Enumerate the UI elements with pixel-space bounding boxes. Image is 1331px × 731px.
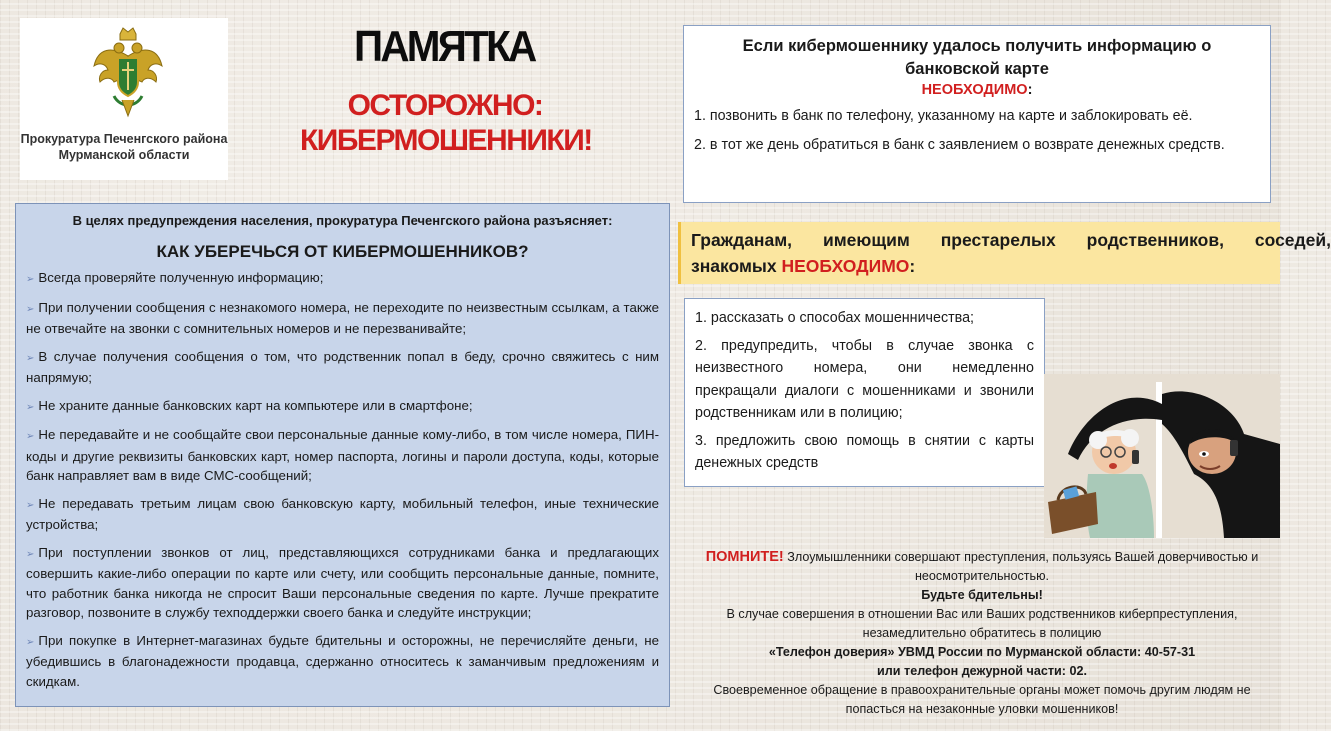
- list-item: ➢ Всегда проверяйте полученную информацию;: [26, 270, 324, 285]
- list-item: ➢ При получении сообщения с незнакомого номера, не переходите по неизвестным ссылкам, а также не отвечайте на звонки с сомнительных номеров и не перезванивайте;: [26, 299, 659, 336]
- card-info-required: НЕОБХОДИМО:: [921, 82, 1033, 98]
- org-name-line1: Прокуратура Печенгского района: [20, 132, 228, 146]
- bullet-arrow-icon: ➢: [26, 352, 35, 364]
- reminder-vigilant: Будьте бдительны!: [921, 588, 1043, 602]
- list-item: ➢ Не передавать третьим лицам свою банковскую карту, мобильный телефон, иные технические устройства;: [26, 495, 659, 532]
- bullet-arrow-icon: ➢: [26, 548, 35, 560]
- elder-steps-box: [684, 298, 1045, 487]
- elder-step2: 2. предупредить, чтобы в случае звонка с неизвестного номера, они немедленно прекращали диалоги с мошенниками и звонили родственникам или в полицию;: [695, 337, 1034, 421]
- list-item: ➢ Не передавайте и не сообщайте свои персональные данные кому-либо, в том числе номера, ПИН-коды и другие реквизиты банковских карт, номер паспорта, логины и пароли доступа, коды, которые банк направляет вам в виде СМС-сообщений;: [26, 427, 659, 483]
- logo-block: [20, 18, 228, 180]
- reminder-intro: ПОМНИТЕ! Злоумышленники совершают преступления, пользуясь Вашей доверчивостью и неосмотрительностью.: [705, 549, 1259, 583]
- org-name-line2: Мурманской области: [58, 148, 190, 162]
- reminder-hotline: «Телефон доверия» УВМД России по Мурманской области: 40-57-31: [768, 645, 1196, 659]
- card-info-title: Если кибермошеннику удалось получить информацию о банковской карте: [742, 37, 1212, 78]
- bullet-arrow-icon: ➢: [26, 303, 35, 315]
- card-info-step1: 1. позвонить в банк по телефону, указанному на карте и заблокировать её.: [694, 108, 1193, 124]
- card-info-step2: 2. в тот же день обратиться в банк с заявлением о возврате денежных средств.: [694, 137, 1225, 153]
- bullet-arrow-icon: ➢: [26, 401, 35, 413]
- bullet-arrow-icon: ➢: [26, 636, 35, 648]
- list-item: ➢ При покупке в Интернет-магазинах будьте бдительны и осторожны, не перечисляйте деньги, не убедившись в благонадежности продавца, сдержанно относитесь к заманчивым предложениям и скидкам.: [26, 632, 659, 689]
- elder-banner: [678, 222, 1331, 284]
- prosecutor-emblem-icon: [92, 26, 164, 126]
- reminder-duty-phone: или телефон дежурной части: 02.: [877, 664, 1087, 678]
- card-info-box: [683, 25, 1271, 203]
- bullet-arrow-icon: ➢: [26, 274, 35, 285]
- warning-line1: ОСТОРОЖНО:: [347, 89, 543, 122]
- elder-step1: 1. рассказать о способах мошенничества;: [695, 310, 975, 326]
- bullet-arrow-icon: ➢: [26, 431, 35, 442]
- page-title: ПАМЯТКА: [354, 22, 535, 71]
- elder-banner-line1: Гражданам, имеющим престарелых родственников, соседей,: [691, 230, 1331, 250]
- elder-banner-line2: знакомых НЕОБХОДИМО:: [691, 256, 916, 276]
- bullet-arrow-icon: ➢: [26, 499, 35, 511]
- reminder-closing: Своевременное обращение в правоохранительные органы может помочь другим людям не попасться на незаконные уловки мошенников!: [713, 683, 1251, 716]
- reminder-police: В случае совершения в отношении Вас или Ваших родственников киберпреступления, незамедлительно обратитесь в полицию: [726, 607, 1238, 640]
- org-name: [20, 131, 228, 163]
- scammer-illustration: [1044, 374, 1280, 538]
- warning-line2: КИБЕРМОШЕННИКИ!: [300, 124, 592, 157]
- elder-step3: 3. предложить свою помощь в снятии с карты денежных средств: [695, 432, 1034, 471]
- advice-panel: [15, 203, 670, 707]
- advice-intro: В целях предупреждения населения, прокуратура Печенгского района разъясняет:: [72, 213, 613, 228]
- list-item: ➢ Не храните данные банковских карт на компьютере или в смартфоне;: [26, 397, 473, 413]
- advice-list: [26, 268, 659, 691]
- list-item: ➢ При поступлении звонков от лиц, представляющихся сотрудниками банка и предлагающих совершить какие-либо операции по карте или счету, или сообщить персональные данные, помните, что работник банка никогда не спросит Ваши персональные сведения по карте. Лучше прекратите разговор, позвоните в службу техподдержки своего банка и следуйте инструкции;: [26, 544, 659, 620]
- warning-title: [300, 88, 590, 158]
- advice-heading: КАК УБЕРЕЧЬСЯ ОТ КИБЕРМОШЕННИКОВ?: [156, 242, 529, 261]
- list-item: ➢ В случае получения сообщения о том, что родственник попал в беду, срочно свяжитесь с ним напрямую;: [26, 348, 659, 385]
- reminder-block: [688, 548, 1276, 719]
